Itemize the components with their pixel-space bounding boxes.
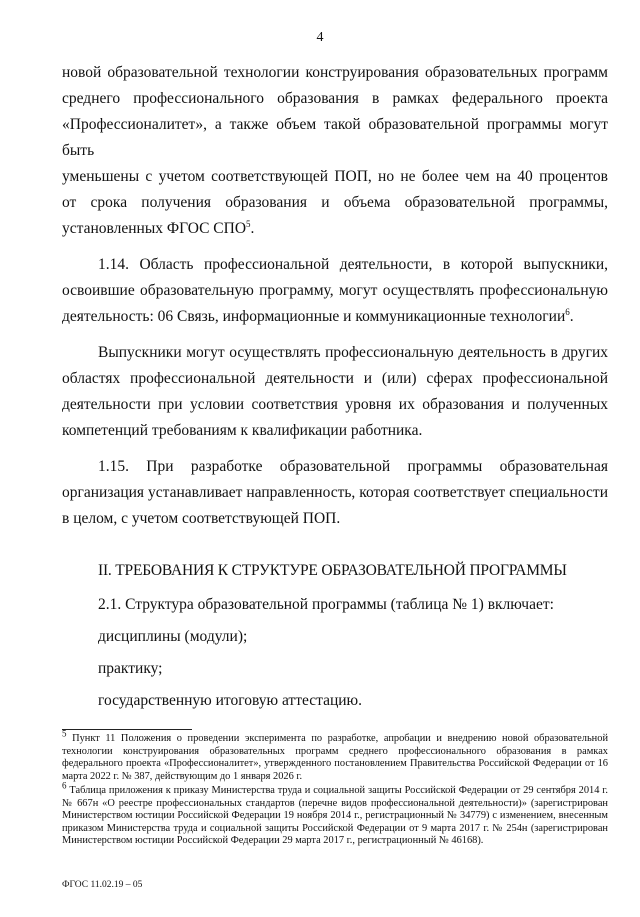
text-line: новой образовательной технологии конструирования образовательных программ — [62, 64, 608, 81]
text-line: компетенций требованиям к квалификации работника. — [62, 422, 423, 439]
text-line: среднего профессионального образования в рамках федерального проекта — [62, 90, 608, 107]
text-line — [62, 216, 608, 242]
paragraph-2-1: 2.1. Структура образовательной программы (таблица № 1) включает: — [98, 596, 554, 613]
list-item: государственную итоговую аттестацию. — [98, 692, 363, 709]
footnote-separator — [62, 729, 192, 730]
document-body — [62, 60, 608, 714]
paragraph-1-14 — [62, 252, 608, 330]
footnote-mark: 5 — [62, 728, 67, 739]
paragraph-graduates — [62, 340, 608, 444]
section-heading: II. ТРЕБОВАНИЯ К СТРУКТУРЕ ОБРАЗОВАТЕЛЬНОЙ ПРОГРАММЫ — [98, 562, 567, 579]
paragraph-1-15 — [62, 454, 608, 532]
footnote-text: Пункт 11 Положения о проведении эксперимента по разработке, апробации и внедрению новой образовательной технологии конструирования образовательных программ среднего профессионального образования в рамках федерального проекта «Профессионалитет», утвержденного постановлением Правительства Российской Федерации от 16 марта 2022 г. № 387, действующим до 1 января 2026 г. — [62, 733, 608, 782]
text-line: 1.14. Область профессиональной деятельности, в которой выпускники, — [98, 256, 608, 273]
text-line: уменьшены с учетом соответствующей ПОП, но не более чем на 40 процентов — [62, 168, 608, 185]
text-line: в целом, с учетом соответствующей ПОП. — [62, 510, 341, 527]
line-end: . — [569, 308, 574, 325]
footnote-ref-5[interactable]: 5 — [246, 218, 251, 229]
footnote-ref-6[interactable]: 6 — [565, 306, 570, 317]
line-text: деятельность: 06 Связь, информационные и коммуникационные технологии — [62, 308, 566, 325]
text-line: от срока получения образования и объема образовательной программы, — [62, 194, 608, 211]
footnote-mark: 6 — [62, 780, 67, 791]
paragraph-continuation — [62, 60, 608, 242]
text-line: Выпускники могут осуществлять профессиональную деятельность в других — [98, 344, 608, 361]
line-text: установленных ФГОС СПО — [62, 220, 247, 237]
text-line — [62, 304, 608, 330]
list-item: дисциплины (модули); — [98, 628, 248, 645]
text-line: организация устанавливает направленность, которая соответствует специальности — [62, 484, 608, 501]
text-line: «Профессионалитет», а также объем такой образовательной программы могут быть — [62, 116, 608, 159]
text-line: деятельности при условии соответствия уровня их образования и полученных — [62, 396, 608, 413]
text-line: областях профессиональной деятельности и (или) сферах профессиональной — [62, 370, 608, 387]
line-end: . — [250, 220, 255, 237]
footnote-text: Таблица приложения к приказу Министерства труда и социальной защиты Российской Федерации от 29 сентября 2014 г. № 667н «О реестре профессиональных стандартов (перечне видов профессиональной деятельности)» (зарегистрирован Министерством юстиции Российской Федерации 19 ноября 2014 г., регистрационный № 34779) с изменением, внесенным приказом Министерства труда и социальной защиты Российской Федерации от 9 марта 2017 г. № 254н (зарегистрирован Министерством юстиции Российской Федерации 29 марта 2017 г., регистрационный № 46168). — [62, 785, 608, 847]
document-code: ФГОС 11.02.19 – 05 — [62, 880, 143, 890]
list-item: практику; — [98, 660, 163, 677]
text-line: 1.15. При разработке образовательной программы образовательная — [98, 458, 608, 475]
footnote-6 — [62, 780, 608, 848]
footnote-5 — [62, 728, 608, 783]
page-number: 4 — [316, 30, 324, 45]
text-line: освоившие образовательную программу, могут осуществлять профессиональную — [62, 282, 608, 299]
